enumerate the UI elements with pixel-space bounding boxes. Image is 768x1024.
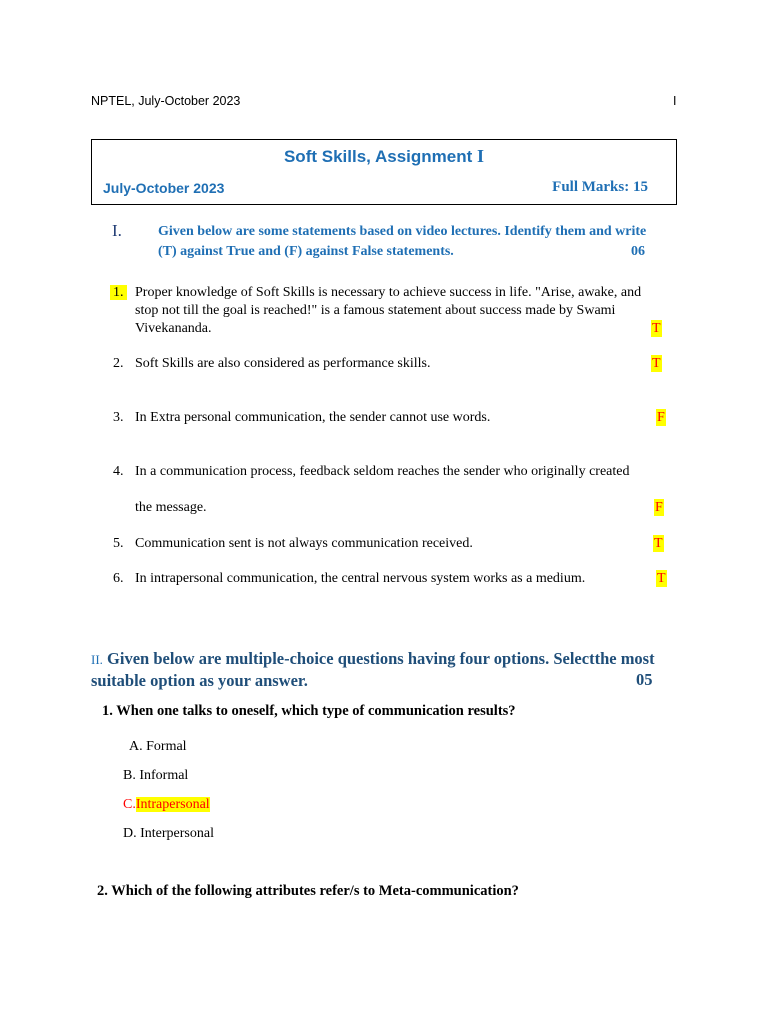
assignment-title <box>92 146 676 167</box>
option-text: Informal <box>139 768 189 783</box>
option-letter: B. <box>123 768 136 783</box>
item-number: 3. <box>113 410 124 425</box>
mcq-option <box>123 826 214 842</box>
mcq-question <box>102 703 516 720</box>
option-letter: A. <box>129 739 143 754</box>
list-item <box>0 355 768 375</box>
title-box <box>91 139 677 205</box>
item-text: In intrapersonal communication, the central nervous system works as a medium. <box>135 571 586 586</box>
section1-instruction-text: Given below are some statements based on video lectures. Identify them and write (T) against True and (F) against False statements. <box>158 224 647 259</box>
mcq-option <box>123 768 188 784</box>
list-item <box>0 570 768 590</box>
item-number: 6. <box>113 571 124 586</box>
option-text: Interpersonal <box>140 826 214 841</box>
section2-marks: 05 <box>636 670 653 689</box>
mcq-question <box>97 883 519 900</box>
mcq-question-text: Which of the following attributes refer/s to Meta-communication? <box>111 883 519 899</box>
mcq-question-number: 1. <box>102 703 113 719</box>
item-text: Soft Skills are also considered as performance skills. <box>135 356 431 371</box>
section1-numeral: I. <box>112 221 122 240</box>
list-item <box>0 284 768 344</box>
option-text: Formal <box>146 739 187 754</box>
answer-badge: T <box>657 571 666 586</box>
item-number: 2. <box>113 356 124 371</box>
option-letter: C. <box>123 797 136 812</box>
answer-badge: F <box>655 500 663 515</box>
mcq-option-correct <box>123 797 210 813</box>
answer-badge: T <box>652 356 661 371</box>
item-text: In Extra personal communication, the sender cannot use words. <box>135 410 491 425</box>
section2-instruction <box>91 648 671 691</box>
section2-numeral: II. <box>91 652 103 667</box>
mcq-question-number: 2. <box>97 883 108 899</box>
item-number: 1. <box>110 285 127 300</box>
mcq-option <box>129 739 187 755</box>
full-marks-label: Full Marks: 15 <box>552 179 648 195</box>
answer-badge: T <box>654 536 663 551</box>
mcq-question-text: When one talks to oneself, which type of communication results? <box>116 703 516 719</box>
answer-badge: F <box>657 410 665 425</box>
section1-instruction <box>158 222 658 262</box>
assignment-title-text: Soft Skills, Assignment <box>283 147 473 166</box>
item-text: Proper knowledge of Soft Skills is necessary to achieve success in life. "Arise, awake, and stop not till the goal is reached!" is a famous statement about success made by Swami Vivekananda. <box>135 285 642 336</box>
option-text: Intrapersonal <box>135 797 210 812</box>
item-text-line2: the message. <box>135 500 207 515</box>
page-header-left: NPTEL, July-October 2023 <box>91 94 241 108</box>
item-number: 5. <box>113 536 124 551</box>
option-letter: D. <box>123 826 137 841</box>
section2-instruction-text: Given below are multiple-choice questions having four options. Selectthe most suitable option as your answer. <box>91 649 655 690</box>
page-number: I <box>673 94 677 108</box>
list-item <box>0 535 768 555</box>
item-text: Communication sent is not always communication received. <box>135 536 473 551</box>
assignment-title-numeral: I <box>477 146 485 166</box>
list-item <box>0 409 768 429</box>
list-item <box>0 463 768 523</box>
section1-marks: 06 <box>631 244 645 259</box>
item-text-line1: In a communication process, feedback seldom reaches the sender who originally created <box>135 464 630 479</box>
term-label: July-October 2023 <box>103 180 225 196</box>
answer-badge: T <box>652 321 661 336</box>
item-number: 4. <box>113 464 124 479</box>
